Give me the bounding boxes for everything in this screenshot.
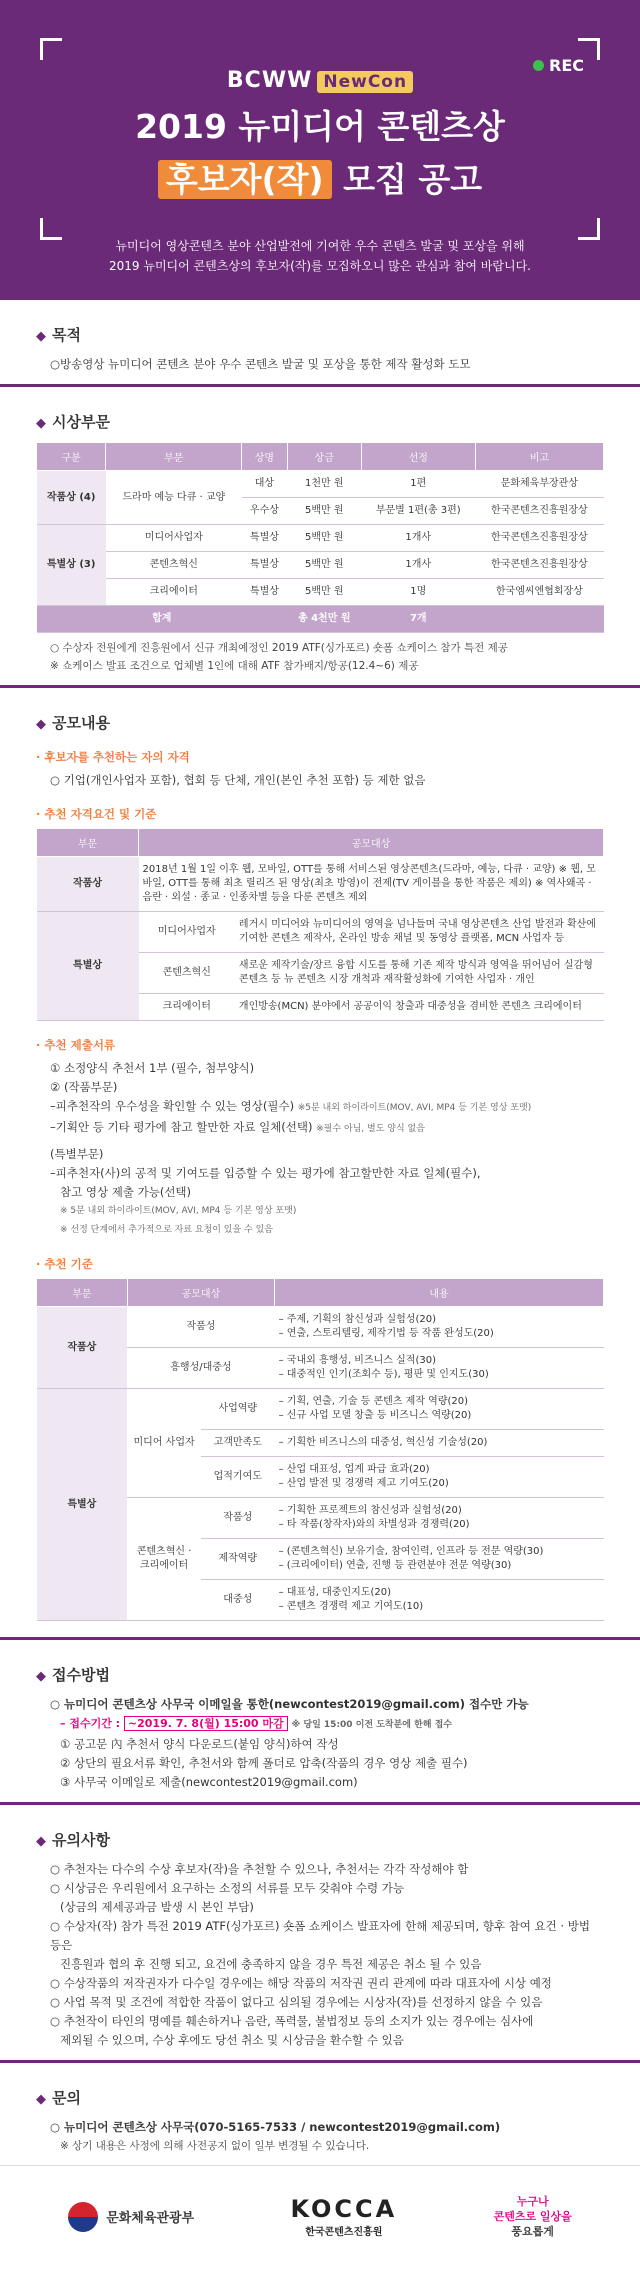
intro-text: 뉴미디어 영상콘텐츠 분야 산업발전에 기여한 우수 콘텐츠 발굴 및 포상을 위해 2019 뉴미디어 콘텐츠상의 후보자(작)를 모집하오니 많은 관심과 참여 바랍니다. [109, 239, 531, 273]
slogan: 누구나 콘텐츠로 일상을 풍요롭게 [493, 2195, 572, 2238]
criteria-table: 부문 공모대상 내용 작품상 작품성 – 주제, 기획의 참신성과 실험성(20) – 연출, 스토리텔링, 제작기법 등 작품 완성도(20) 흥행성/대중성 – 국내외 흥행성, 비즈니스 실적(30) – 대중적인 인기(조회수 등), 평판 및 인지도(30) 특별상 미디어 사업자 사업역량 – 기획, 연출, 기술 등 콘텐츠 제작 역량(20) – 신규 사업 모델 창출 등 비즈니스 역량(20) 고객만족도 – 기획한 비즈니스의 대중성, 혁신성 기술성(20) 업적기여도 – 산업 대표성, 업계 파급 효과(20) – 산업 발전 및 경쟁력 제고 기여도(20) 콘텐츠혁신 · 크리에이터 작품성 – 기획한 프로젝트의 참신성과 실험성(20) – 타 작품(창작자)와의 차별성과 경쟁력(20) 제작역량 – (콘텐츠혁신) 보유기술, 참여인력, 인프라 등 전문 역량(30) – (크리에이터) 연출, 진행 등 관련분야 전문 역량(30) 대중성 – 대표성, 대중인지도(20) – 콘텐츠 경쟁력 제고 기여도(10) [36, 1278, 604, 1621]
hero-banner [0, 0, 640, 300]
diamond-icon: ◆ [36, 717, 46, 732]
title-line1: 2019 뉴미디어 콘텐츠상 [135, 107, 505, 146]
title-line2: 후보자(작) 모집 공고 [0, 154, 640, 201]
section-caution: ◆ 유의사항 ○ 추천자는 다수의 수상 후보자(작)을 추천할 수 있으나, 추천서는 각각 작성해야 함 ○ 시상금은 우리원에서 요구하는 소정의 서류를 모두 갖춰야 수령 가능 (상금의 제세공과금 발생 시 본인 부담) ○ 수상자(작) 참가 특전 2019 ATF(싱가포르) 숏폼 쇼케이스 발표자에 한해 제공되며, 향후 참여 요건 · 방법 등은 진흥원과 협의 후 진행 되고, 요건에 충족하지 않을 경우 특전 제공은 취소 될 수 있음 ○ 수상작품의 저작권자가 다수일 경우에는 해당 작품의 저작권 권리 관계에 따라 대표자에 시상 예정 ○ 사업 목적 및 조건에 적합한 작품이 없다고 심의될 경우에는 시상자(작)를 선정하지 않을 수 있음 ○ 추천작이 타인의 명예를 훼손하거나 음란, 폭력물, 불법정보 등의 소지가 있는 경우에는 심사에 제외될 수 있으며, 수상 후에도 당선 취소 및 시상금을 환수할 수 있음 [0, 1805, 640, 2063]
section-awards: ◆ 시상부문 구분 부문 상명 상금 선정 비고 작품상 (4) 드라마 예능 다큐 · 교양 대상 1천만 원 1편 문화체육부장관상 우수상 5백만 원 부문별 1편(총 3편) 한국콘텐츠진흥원장상 특별상 (3) 미디어사업자 특별상 5백만 원 1개사 한국콘텐츠진흥원장상 콘텐츠혁신 특별상 5백만 원 1개사 한국콘텐츠진흥원장상 크리에이터 특별상 5백만 원 1명 한국엠씨엔협회장상 합계 총 4천만 원 7개 ○ 수상자 전원에게 진흥원에서 신규 개최예정인 2019 ATF(싱가포르) 숏폼 쇼케이스 참가 특전 제공 ※ 쇼케이스 발표 조건으로 업체별 1인에 대해 ATF 참가배지/항공(12.4~6) 제공 [0, 387, 640, 688]
diamond-icon: ◆ [36, 1834, 46, 1849]
diamond-icon: ◆ [36, 1669, 46, 1684]
brand-logo: BCWW NewCon [0, 68, 640, 93]
rec-dot-icon [533, 60, 544, 71]
rec-indicator: REC [533, 56, 584, 75]
section-contact: ◆ 문의 ○ 뉴미디어 콘텐츠상 사무국(070-5165-7533 / newcontest2019@gmail.com) ※ 상기 내용은 사정에 의해 사전공지 없이 일부 변경될 수 있습니다. [0, 2063, 640, 2166]
footer [0, 2166, 640, 2271]
diamond-icon: ◆ [36, 416, 46, 431]
section-submit: ◆ 접수방법 ○ 뉴미디어 콘텐츠상 사무국 이메일을 통한(newcontest2019@gmail.com) 접수만 가능 – 접수기간 : ~2019. 7. 8(월) 15:00 마감 ※ 당일 15:00 이전 도착분에 한해 접수 ① 공고문 內 추천서 양식 다운로드(붙임 양식)하여 작성 ② 상단의 필요서류 확인, 추천서와 함께 폴더로 압축(작품의 경우 영상 제출 필수) ③ 사무국 이메일로 제출(newcontest2019@gmail.com) [0, 1640, 640, 1805]
section-call: ◆ 공모내용 · 후보자를 추천하는 자의 자격 ○ 기업(개인사업자 포함), 협회 등 단체, 개인(본인 추천 포함) 등 제한 없음 · 추천 자격요건 및 기준 부문 공모대상 작품상 2018년 1월 1일 이후 웹, 모바일, OTT를 통해 서비스된 영상콘텐츠(드라마, 예능, 다큐 · 교양) ※ 웹, 모바일, OTT를 통해 최초 릴리즈 된 영상(최초 방영)이 전제(TV 게이블을 통한 작품은 제외) ※ 역사왜곡 · 음란 · 외설 · 종교 · 인종차별 등을 다룬 콘텐츠 제외 특별상 미디어사업자 레거시 미디어와 뉴미디어의 영역을 넘나들며 국내 영상콘텐츠 산업 발전과 확산에 기여한 콘텐츠 제작사, 온라인 방송 채널 및 동영상 플랫폼, MCN 사업자 등 콘텐츠혁신 새로운 제작기술/장르 융합 시도를 통해 기존 제작 방식과 영역을 뛰어넘어 실감형 콘텐츠 등 뉴 콘텐츠 시장 개척과 재작활성화에 기여한 사업자 · 개인 크리에이터 개인방송(MCN) 분야에서 공공이익 창출과 대중성을 겸비한 콘텐츠 크리에이터 · 추천 제출서류 ① 소정양식 추천서 1부 (필수, 첨부양식) ② (작품부문) –피추천작의 우수성을 확인할 수 있는 영상(필수) ※5분 내외 하이라이트(MOV, AVI, MP4 등 기본 영상 포맷) –기획안 등 기타 평가에 참고 할만한 자료 일체(선택) ※필수 아님, 별도 양식 없음 (특별부문) –피추천자(사)의 공적 및 기여도를 입증할 수 있는 평가에 참고할만한 자료 일체(필수), 참고 영상 제출 가능(선택) ※ 5분 내외 하이라이트(MOV, AVI, MP4 등 기본 영상 포맷) ※ 선정 단계에서 추가적으로 자료 요청이 있을 수 있음 · 추천 기준 부문 공모대상 내용 작품상 작품성 – 주제, 기획의 참신성과 실험성(20) – 연출, 스토리텔링, 제작기법 등 작품 완성도(20) 흥행성/대중성 – 국내외 흥행성, 비즈니스 실적(30) – 대중적인 인기(조회수 등), 평판 및 인지도(30) 특별상 미디어 사업자 사업역량 – 기획, 연출, 기술 등 콘텐츠 제작 역량(20) – 신규 사업 모델 창출 등 비즈니스 역량(20) 고객만족도 – 기획한 비즈니스의 대중성, 혁신성 기술성(20) 업적기여도 – 산업 대표성, 업계 파급 효과(20) – 산업 발전 및 경쟁력 제고 기여도(20) 콘텐츠혁신 · 크리에이터 작품성 – 기획한 프로젝트의 참신성과 실험성(20) – 타 작품(창작자)와의 차별성과 경쟁력(20) 제작역량 – (콘텐츠혁신) 보유기술, 참여인력, 인프라 등 전문 역량(30) – (크리에이터) 연출, 진행 등 관련분야 전문 역량(30) 대중성 – 대표성, 대중인지도(20) – 콘텐츠 경쟁력 제고 기여도(10) [0, 688, 640, 1640]
diamond-icon: ◆ [36, 329, 46, 344]
taeguk-icon [68, 2202, 98, 2232]
ministry-logo: 문화체육관광부 [68, 2202, 194, 2232]
awards-table: 구분 부문 상명 상금 선정 비고 작품상 (4) 드라마 예능 다큐 · 교양 대상 1천만 원 1편 문화체육부장관상 우수상 5백만 원 부문별 1편(총 3편) 한국콘텐츠진흥원장상 특별상 (3) 미디어사업자 특별상 5백만 원 1개사 한국콘텐츠진흥원장상 콘텐츠혁신 특별상 5백만 원 1개사 한국콘텐츠진흥원장상 크리에이터 특별상 5백만 원 1명 한국엠씨엔협회장상 합계 총 4천만 원 7개 [36, 442, 604, 633]
qualification-table: 부문 공모대상 작품상 2018년 1월 1일 이후 웹, 모바일, OTT를 통해 서비스된 영상콘텐츠(드라마, 예능, 다큐 · 교양) ※ 웹, 모바일, OTT를 통해 최초 릴리즈 된 영상(최초 방영)이 전제(TV 게이블을 통한 작품은 제외) ※ 역사왜곡 · 음란 · 외설 · 종교 · 인종차별 등을 다룬 콘텐츠 제외 특별상 미디어사업자 레거시 미디어와 뉴미디어의 영역을 넘나들며 국내 영상콘텐츠 산업 발전과 확산에 기여한 콘텐츠 제작사, 온라인 방송 채널 및 동영상 플랫폼, MCN 사업자 등 콘텐츠혁신 새로운 제작기술/장르 융합 시도를 통해 기존 제작 방식과 영역을 뛰어넘어 실감형 콘텐츠 등 뉴 콘텐츠 시장 개척과 재작활성화에 기여한 사업자 · 개인 크리에이터 개인방송(MCN) 분야에서 공공이익 창출과 대중성을 겸비한 콘텐츠 크리에이터 [36, 828, 604, 1021]
kocca-logo: KOCCA 한국콘텐츠진흥원 [290, 2195, 398, 2238]
diamond-icon: ◆ [36, 2092, 46, 2107]
section-purpose: ◆ 목적 ○방송영상 뉴미디어 콘텐츠 분야 우수 콘텐츠 발굴 및 포상을 통한 제작 활성화 도모 [0, 300, 640, 387]
